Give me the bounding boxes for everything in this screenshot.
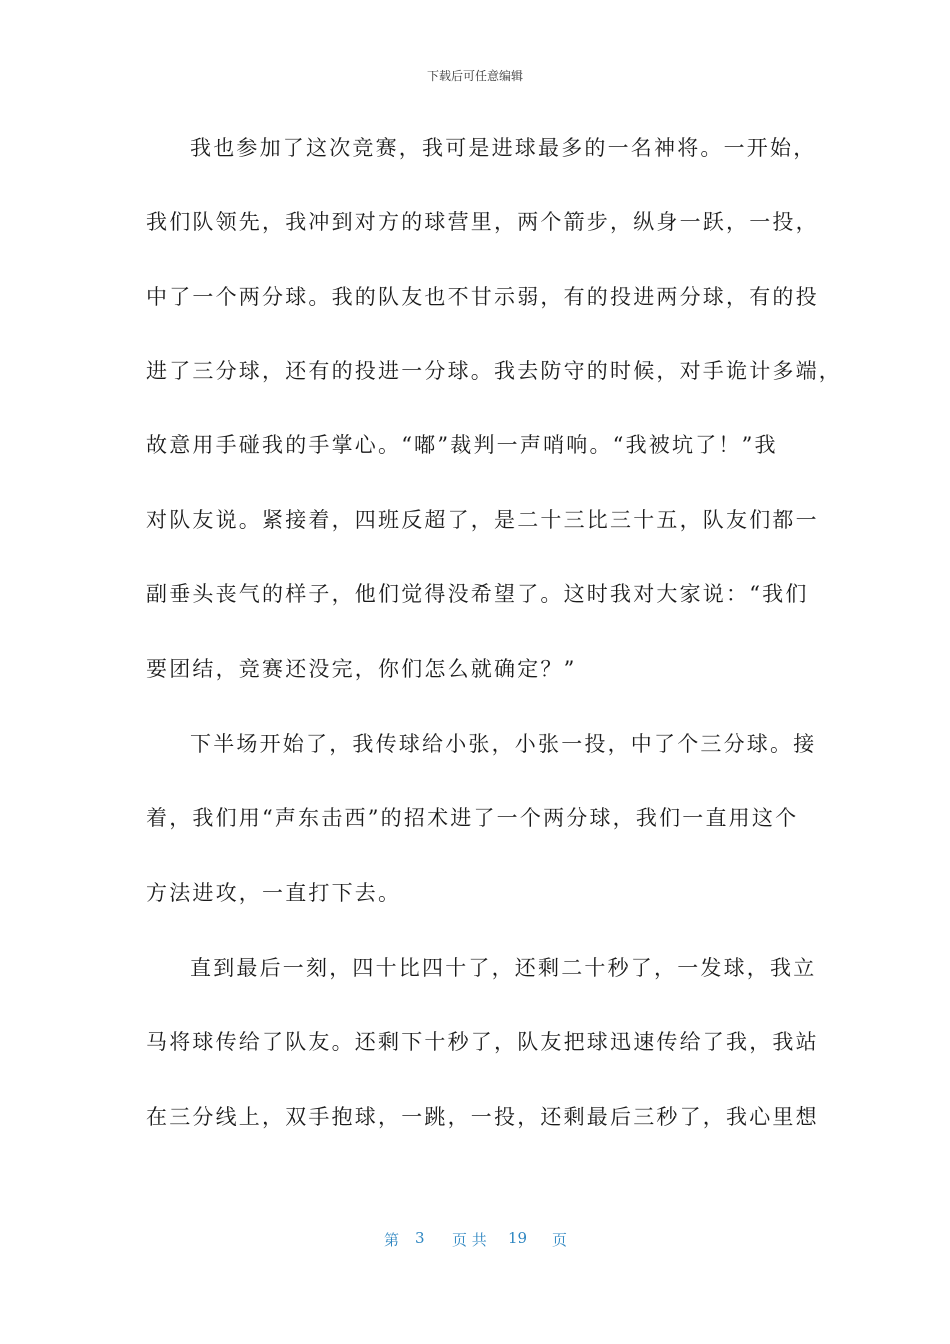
footer-suffix: 页 <box>552 1231 568 1249</box>
footer-total-pages: 19 <box>508 1229 528 1247</box>
text-line-2: 我们队领先，我冲到对方的球营里，两个箭步，纵身一跃，一投， <box>146 210 819 234</box>
text-line-12: 直到最后一刻，四十比四十了，还剩二十秒了，一发球，我立 <box>190 956 817 980</box>
text-line-8: 要团结，竞赛还没完，你们怎么就确定？” <box>146 657 577 681</box>
text-line-4: 进了三分球，还有的投进一分球。我去防守的时候，对手诡计多端， <box>146 359 842 383</box>
text-line-9: 下半场开始了，我传球给小张，小张一投，中了个三分球。接 <box>190 732 817 756</box>
text-line-6: 对队友说。紧接着，四班反超了，是二十三比三十五，队友们都一 <box>146 508 819 532</box>
footer-page-number: 3 <box>415 1229 425 1247</box>
footer-middle: 页 共 <box>452 1231 487 1249</box>
text-line-5: 故意用手碰我的手掌心。“嘟”裁判一声哨响。“我被坑了！”我 <box>146 433 778 457</box>
text-line-7: 副垂头丧气的样子，他们觉得没希望了。这时我对大家说：“我们 <box>146 582 809 606</box>
text-line-14: 在三分线上，双手抱球，一跳，一投，还剩最后三秒了，我心里想 <box>146 1105 819 1129</box>
text-line-13: 马将球传给了队友。还剩下十秒了，队友把球迅速传给了我，我站 <box>146 1030 819 1054</box>
page-footer <box>0 1229 950 1251</box>
text-line-10: 着，我们用“声东击西”的招术进了一个两分球，我们一直用这个 <box>146 806 799 830</box>
text-line-3: 中了一个两分球。我的队友也不甘示弱，有的投进两分球，有的投 <box>146 285 819 309</box>
footer-prefix: 第 <box>384 1231 400 1249</box>
page-header: 下载后可任意编辑 <box>426 69 523 83</box>
text-line-11: 方法进攻，一直打下去。 <box>146 881 402 905</box>
text-line-1: 我也参加了这次竞赛，我可是进球最多的一名神将。一开始， <box>190 136 817 160</box>
